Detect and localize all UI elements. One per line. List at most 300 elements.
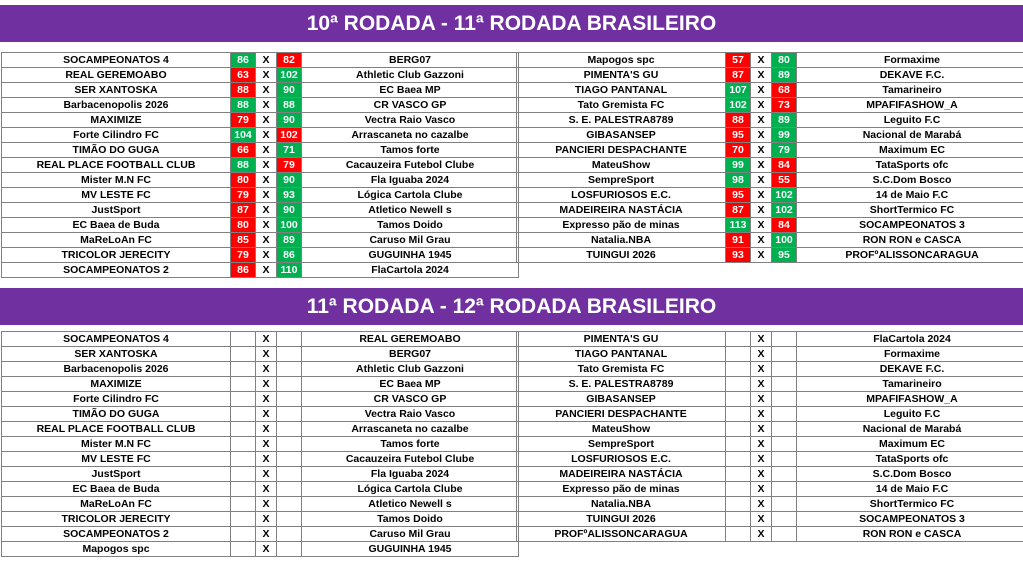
home-team: GIBASANSEP xyxy=(517,128,726,143)
away-team: Leguito F.C xyxy=(797,113,1023,128)
home-score xyxy=(726,452,751,467)
match-row xyxy=(2,173,519,188)
away-score: 79 xyxy=(772,143,797,158)
versus-separator: X xyxy=(751,332,772,347)
versus-separator: X xyxy=(751,233,772,248)
away-score xyxy=(772,362,797,377)
versus-separator: X xyxy=(256,188,277,203)
round-11-title: 11ª RODADA - 12ª RODADA BRASILEIRO xyxy=(306,294,717,318)
home-team: Tato Gremista FC xyxy=(517,362,726,377)
home-score xyxy=(726,527,751,542)
versus-separator: X xyxy=(256,437,277,452)
away-score: 99 xyxy=(772,128,797,143)
versus-separator: X xyxy=(256,527,277,542)
away-score xyxy=(277,452,302,467)
match-row xyxy=(517,497,1023,512)
home-score: 95 xyxy=(726,128,751,143)
versus-separator: X xyxy=(256,482,277,497)
home-team: TIAGO PANTANAL xyxy=(517,347,726,362)
match-row xyxy=(517,512,1023,527)
match-row xyxy=(517,173,1023,188)
versus-separator: X xyxy=(256,98,277,113)
away-team: Tamos forte xyxy=(302,143,519,158)
versus-separator: X xyxy=(751,422,772,437)
away-team: Vectra Raio Vasco xyxy=(302,407,519,422)
home-score xyxy=(231,392,256,407)
away-score xyxy=(772,437,797,452)
home-score: 63 xyxy=(231,68,256,83)
away-score xyxy=(277,512,302,527)
away-team: RON RON e CASCA xyxy=(797,233,1023,248)
home-team: SER XANTOSKA xyxy=(2,347,231,362)
home-team: MV LESTE FC xyxy=(2,188,231,203)
away-score xyxy=(277,392,302,407)
versus-separator: X xyxy=(256,68,277,83)
home-team: TRICOLOR JERECITY xyxy=(2,248,231,263)
home-team: TUINGUI 2026 xyxy=(517,512,726,527)
away-score: 102 xyxy=(277,68,302,83)
match-row xyxy=(517,143,1023,158)
home-score xyxy=(231,512,256,527)
away-score xyxy=(772,422,797,437)
home-team: TIMÃO DO GUGA xyxy=(2,143,231,158)
match-row xyxy=(517,98,1023,113)
away-team: Atletico Newell s xyxy=(302,497,519,512)
away-team: Caruso Mil Grau xyxy=(302,233,519,248)
home-team: TIAGO PANTANAL xyxy=(517,83,726,98)
away-team: Formaxime xyxy=(797,53,1023,68)
home-score xyxy=(231,362,256,377)
home-team: MADEIREIRA NASTÁCIA xyxy=(517,203,726,218)
away-team: Caruso Mil Grau xyxy=(302,527,519,542)
home-team: MAXIMIZE xyxy=(2,113,231,128)
versus-separator: X xyxy=(256,377,277,392)
match-row xyxy=(2,332,519,347)
versus-separator: X xyxy=(751,527,772,542)
versus-separator: X xyxy=(751,362,772,377)
home-team: S. E. PALESTRA8789 xyxy=(517,113,726,128)
match-row xyxy=(2,527,519,542)
away-team: Atletico Newell s xyxy=(302,203,519,218)
match-row xyxy=(2,392,519,407)
home-score xyxy=(231,407,256,422)
round-10-title: 10ª RODADA - 11ª RODADA BRASILEIRO xyxy=(306,11,717,35)
away-team: ShortTermico FC xyxy=(797,497,1023,512)
home-team: MV LESTE FC xyxy=(2,452,231,467)
home-score xyxy=(726,512,751,527)
versus-separator: X xyxy=(256,113,277,128)
versus-separator: X xyxy=(256,53,277,68)
away-score xyxy=(277,527,302,542)
versus-separator: X xyxy=(751,407,772,422)
away-team: CR VASCO GP xyxy=(302,98,519,113)
match-row xyxy=(517,203,1023,218)
versus-separator: X xyxy=(751,98,772,113)
versus-separator: X xyxy=(751,203,772,218)
home-team: S. E. PALESTRA8789 xyxy=(517,377,726,392)
away-score xyxy=(772,467,797,482)
versus-separator: X xyxy=(256,542,277,557)
home-score xyxy=(726,482,751,497)
home-score xyxy=(231,527,256,542)
home-team: EC Baea de Buda xyxy=(2,218,231,233)
home-score: 86 xyxy=(231,263,256,278)
match-row xyxy=(2,407,519,422)
versus-separator: X xyxy=(751,188,772,203)
versus-separator: X xyxy=(751,113,772,128)
match-row xyxy=(2,542,519,557)
away-team: Arrascaneta no cazalbe xyxy=(302,422,519,437)
away-team: Athletic Club Gazzoni xyxy=(302,362,519,377)
away-team: TataSports ofc xyxy=(797,158,1023,173)
home-team: EC Baea de Buda xyxy=(2,482,231,497)
home-team: MADEIREIRA NASTÁCIA xyxy=(517,467,726,482)
away-score: 84 xyxy=(772,158,797,173)
away-team: Tamarineiro xyxy=(797,83,1023,98)
away-team: Nacional de Marabá xyxy=(797,422,1023,437)
home-score: 88 xyxy=(231,83,256,98)
home-team: Forte Cilindro FC xyxy=(2,128,231,143)
versus-separator: X xyxy=(751,128,772,143)
home-score: 88 xyxy=(231,98,256,113)
match-row xyxy=(517,233,1023,248)
away-team: MPAFIFASHOW_A xyxy=(797,98,1023,113)
home-score xyxy=(231,332,256,347)
match-row xyxy=(2,98,519,113)
away-team: Arrascaneta no cazalbe xyxy=(302,128,519,143)
match-row xyxy=(2,248,519,263)
away-score xyxy=(277,422,302,437)
away-score: 89 xyxy=(277,233,302,248)
away-team: Lógica Cartola Clube xyxy=(302,188,519,203)
home-team: JustSport xyxy=(2,467,231,482)
home-score: 107 xyxy=(726,83,751,98)
home-team: Forte Cilindro FC xyxy=(2,392,231,407)
away-team: Maximum EC xyxy=(797,143,1023,158)
versus-separator: X xyxy=(751,392,772,407)
versus-separator: X xyxy=(751,68,772,83)
round-11-fixtures-left xyxy=(1,331,519,557)
home-score xyxy=(231,452,256,467)
home-score xyxy=(231,422,256,437)
versus-separator: X xyxy=(256,233,277,248)
home-score xyxy=(231,467,256,482)
match-row xyxy=(2,68,519,83)
home-score xyxy=(726,437,751,452)
match-row xyxy=(2,497,519,512)
home-team: GIBASANSEP xyxy=(517,392,726,407)
home-score: 87 xyxy=(726,203,751,218)
versus-separator: X xyxy=(256,143,277,158)
home-team: LOSFURIOSOS E.C. xyxy=(517,188,726,203)
away-team: BERG07 xyxy=(302,53,519,68)
match-row xyxy=(2,53,519,68)
away-score xyxy=(772,527,797,542)
home-score: 80 xyxy=(231,173,256,188)
home-team: PANCIERI DESPACHANTE xyxy=(517,143,726,158)
home-score xyxy=(726,497,751,512)
away-team: CR VASCO GP xyxy=(302,392,519,407)
match-row xyxy=(2,467,519,482)
versus-separator: X xyxy=(256,218,277,233)
away-team: TataSports ofc xyxy=(797,452,1023,467)
away-score: 88 xyxy=(277,98,302,113)
away-score: 84 xyxy=(772,218,797,233)
versus-separator: X xyxy=(256,347,277,362)
away-team: EC Baea MP xyxy=(302,377,519,392)
home-team: Mapogos spc xyxy=(517,53,726,68)
home-team: MateuShow xyxy=(517,158,726,173)
away-score: 90 xyxy=(277,203,302,218)
away-team: GUGUINHA 1945 xyxy=(302,248,519,263)
versus-separator: X xyxy=(256,128,277,143)
home-team: Mister M.N FC xyxy=(2,437,231,452)
home-team: MateuShow xyxy=(517,422,726,437)
match-row xyxy=(2,143,519,158)
away-team: Vectra Raio Vasco xyxy=(302,113,519,128)
home-score xyxy=(726,362,751,377)
away-score: 102 xyxy=(277,128,302,143)
away-team: S.C.Dom Bosco xyxy=(797,173,1023,188)
away-team: S.C.Dom Bosco xyxy=(797,467,1023,482)
home-score: 70 xyxy=(726,143,751,158)
home-team: LOSFURIOSOS E.C. xyxy=(517,452,726,467)
home-team: REAL GEREMOABO xyxy=(2,68,231,83)
away-team: REAL GEREMOABO xyxy=(302,332,519,347)
home-score: 79 xyxy=(231,188,256,203)
away-team: Tamos Doido xyxy=(302,218,519,233)
match-row xyxy=(517,527,1023,542)
away-team: 14 de Maio F.C xyxy=(797,482,1023,497)
home-score: 79 xyxy=(231,113,256,128)
versus-separator: X xyxy=(256,452,277,467)
home-team: SOCAMPEONATOS 4 xyxy=(2,332,231,347)
away-team: Tamos forte xyxy=(302,437,519,452)
away-score xyxy=(277,467,302,482)
home-score: 86 xyxy=(231,53,256,68)
away-score: 86 xyxy=(277,248,302,263)
match-row xyxy=(2,437,519,452)
versus-separator: X xyxy=(751,53,772,68)
home-team: Expresso pão de minas xyxy=(517,482,726,497)
round-10-results-right xyxy=(516,52,1023,263)
home-score: 85 xyxy=(231,233,256,248)
away-score: 89 xyxy=(772,113,797,128)
away-score: 95 xyxy=(772,248,797,263)
away-score xyxy=(277,347,302,362)
away-score: 110 xyxy=(277,263,302,278)
home-team: SOCAMPEONATOS 4 xyxy=(2,53,231,68)
versus-separator: X xyxy=(751,173,772,188)
home-team: REAL PLACE FOOTBALL CLUB xyxy=(2,422,231,437)
versus-separator: X xyxy=(751,512,772,527)
versus-separator: X xyxy=(256,467,277,482)
match-row xyxy=(517,332,1023,347)
versus-separator: X xyxy=(256,512,277,527)
round-10-banner xyxy=(0,5,1023,42)
versus-separator: X xyxy=(751,143,772,158)
versus-separator: X xyxy=(751,83,772,98)
round-11-fixtures-right xyxy=(516,331,1023,542)
match-row xyxy=(2,422,519,437)
home-score: 79 xyxy=(231,248,256,263)
match-row xyxy=(517,437,1023,452)
away-team: MPAFIFASHOW_A xyxy=(797,392,1023,407)
home-score xyxy=(231,377,256,392)
away-score: 80 xyxy=(772,53,797,68)
versus-separator: X xyxy=(751,452,772,467)
home-score xyxy=(726,392,751,407)
versus-separator: X xyxy=(256,203,277,218)
home-score: 93 xyxy=(726,248,751,263)
home-score: 99 xyxy=(726,158,751,173)
away-score xyxy=(772,452,797,467)
home-score: 98 xyxy=(726,173,751,188)
match-row xyxy=(517,392,1023,407)
away-score: 79 xyxy=(277,158,302,173)
away-score xyxy=(277,542,302,557)
versus-separator: X xyxy=(751,347,772,362)
away-team: Leguito F.C xyxy=(797,407,1023,422)
home-team: Barbacenopolis 2026 xyxy=(2,362,231,377)
home-team: PIMENTA'S GU xyxy=(517,68,726,83)
away-score: 90 xyxy=(277,173,302,188)
away-team: FlaCartola 2024 xyxy=(302,263,519,278)
away-team: Cacauzeira Futebol Clube xyxy=(302,452,519,467)
away-score xyxy=(772,407,797,422)
away-team: Nacional de Marabá xyxy=(797,128,1023,143)
versus-separator: X xyxy=(256,263,277,278)
home-team: Mapogos spc xyxy=(2,542,231,557)
home-team: Natalia.NBA xyxy=(517,233,726,248)
away-score: 102 xyxy=(772,203,797,218)
home-score: 87 xyxy=(726,68,751,83)
match-row xyxy=(2,83,519,98)
home-score xyxy=(726,422,751,437)
versus-separator: X xyxy=(256,248,277,263)
versus-separator: X xyxy=(751,248,772,263)
home-team: Natalia.NBA xyxy=(517,497,726,512)
versus-separator: X xyxy=(751,467,772,482)
home-score xyxy=(231,542,256,557)
home-score: 88 xyxy=(231,158,256,173)
home-team: MaReLoAn FC xyxy=(2,233,231,248)
match-row xyxy=(2,113,519,128)
away-score: 71 xyxy=(277,143,302,158)
match-row xyxy=(517,422,1023,437)
match-row xyxy=(517,113,1023,128)
round-10-results-left xyxy=(1,52,519,278)
home-score xyxy=(726,377,751,392)
versus-separator: X xyxy=(751,158,772,173)
match-row xyxy=(517,362,1023,377)
match-row xyxy=(2,218,519,233)
away-score xyxy=(772,482,797,497)
match-row xyxy=(517,407,1023,422)
home-team: TUINGUI 2026 xyxy=(517,248,726,263)
versus-separator: X xyxy=(256,158,277,173)
home-score xyxy=(231,497,256,512)
home-team: PROFºALISSONCARAGUA xyxy=(517,527,726,542)
match-row xyxy=(517,128,1023,143)
away-score xyxy=(772,377,797,392)
home-team: SempreSport xyxy=(517,437,726,452)
away-score xyxy=(772,392,797,407)
away-score: 100 xyxy=(277,218,302,233)
away-team: SOCAMPEONATOS 3 xyxy=(797,218,1023,233)
away-team: Tamarineiro xyxy=(797,377,1023,392)
home-score: 104 xyxy=(231,128,256,143)
away-team: Tamos Doido xyxy=(302,512,519,527)
away-score: 100 xyxy=(772,233,797,248)
away-score: 73 xyxy=(772,98,797,113)
versus-separator: X xyxy=(256,83,277,98)
versus-separator: X xyxy=(256,392,277,407)
away-score xyxy=(277,407,302,422)
round-11-banner xyxy=(0,288,1023,325)
home-score xyxy=(231,347,256,362)
versus-separator: X xyxy=(751,497,772,512)
away-score: 82 xyxy=(277,53,302,68)
away-score xyxy=(277,497,302,512)
home-team: Mister M.N FC xyxy=(2,173,231,188)
away-score xyxy=(277,437,302,452)
home-score: 87 xyxy=(231,203,256,218)
match-row xyxy=(2,512,519,527)
home-score xyxy=(726,347,751,362)
away-team: ShortTermico FC xyxy=(797,203,1023,218)
match-row xyxy=(2,128,519,143)
match-row xyxy=(517,68,1023,83)
home-team: TRICOLOR JERECITY xyxy=(2,512,231,527)
match-row xyxy=(2,347,519,362)
away-score xyxy=(772,332,797,347)
home-team: REAL PLACE FOOTBALL CLUB xyxy=(2,158,231,173)
home-team: Barbacenopolis 2026 xyxy=(2,98,231,113)
home-score xyxy=(726,467,751,482)
versus-separator: X xyxy=(751,377,772,392)
away-team: Fla Iguaba 2024 xyxy=(302,467,519,482)
away-team: DEKAVE F.C. xyxy=(797,362,1023,377)
versus-separator: X xyxy=(256,497,277,512)
match-row xyxy=(2,158,519,173)
versus-separator: X xyxy=(751,482,772,497)
away-team: Athletic Club Gazzoni xyxy=(302,68,519,83)
match-row xyxy=(517,83,1023,98)
home-team: SOCAMPEONATOS 2 xyxy=(2,263,231,278)
home-score xyxy=(726,332,751,347)
away-team: Lógica Cartola Clube xyxy=(302,482,519,497)
match-row xyxy=(2,263,519,278)
home-score xyxy=(726,407,751,422)
away-score: 90 xyxy=(277,83,302,98)
home-score: 57 xyxy=(726,53,751,68)
home-score: 88 xyxy=(726,113,751,128)
home-score: 66 xyxy=(231,143,256,158)
away-team: Cacauzeira Futebol Clube xyxy=(302,158,519,173)
away-score xyxy=(277,332,302,347)
home-score: 95 xyxy=(726,188,751,203)
match-row xyxy=(517,482,1023,497)
away-team: SOCAMPEONATOS 3 xyxy=(797,512,1023,527)
away-score xyxy=(277,482,302,497)
match-row xyxy=(2,233,519,248)
home-team: TIMÃO DO GUGA xyxy=(2,407,231,422)
home-score: 91 xyxy=(726,233,751,248)
match-row xyxy=(517,347,1023,362)
match-row xyxy=(517,467,1023,482)
away-score: 90 xyxy=(277,113,302,128)
